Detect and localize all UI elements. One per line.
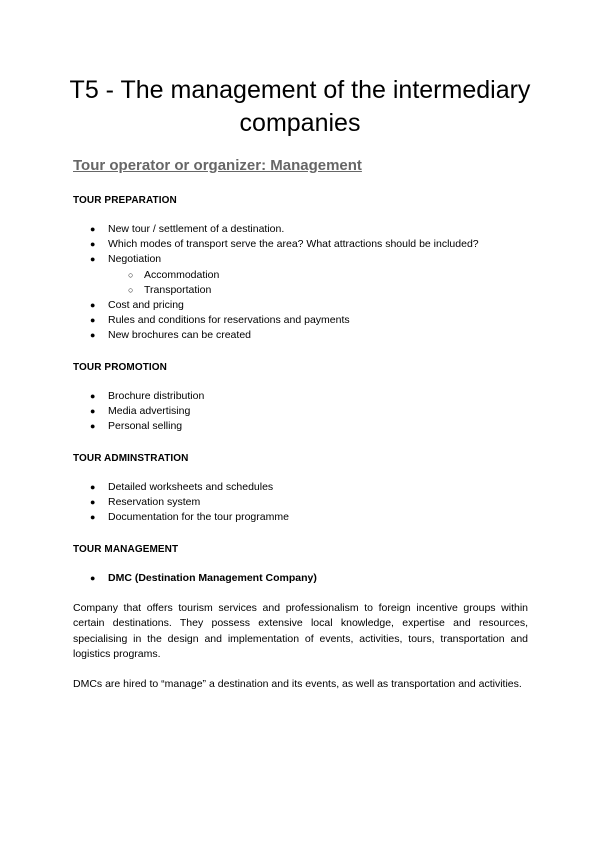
bullet-icon: ●: [90, 315, 96, 326]
list-item: ● Detailed worksheets and schedules: [73, 480, 533, 495]
bullet-icon: ●: [90, 239, 96, 250]
bullet-icon: ●: [90, 330, 96, 341]
list-sub-item: ○ Transportation: [73, 283, 533, 298]
bullet-icon: ●: [90, 421, 96, 432]
list-tour-management: [73, 571, 533, 586]
list-item: ● Cost and pricing: [73, 298, 533, 313]
list-item: ● Brochure distribution: [73, 389, 533, 404]
bullet-icon: ●: [90, 406, 96, 417]
heading-tour-management: TOUR MANAGEMENT: [73, 544, 179, 555]
list-item: ● Media advertising: [73, 404, 533, 419]
list-tour-administration: [73, 480, 533, 526]
list-item: ● Negotiation: [73, 252, 533, 267]
paragraph-dmc-description: Company that offers tourism services and professionalism to foreign incentive groups within certain destinations. They possess extensive local knowledge, expertise and resources, specialising in the design and implementation of events, activities, tours, transportation and logistics programs.: [73, 602, 528, 660]
list-item: ● New tour / settlement of a destination.: [73, 222, 533, 237]
heading-tour-preparation: TOUR PREPARATION: [73, 195, 177, 206]
list-sub-item: ○ Accommodation: [73, 268, 533, 283]
bullet-icon: ●: [90, 512, 96, 523]
paragraph-dmc-hired: DMCs are hired to “manage” a destination and its events, as well as transportation and activities.: [73, 678, 522, 690]
list-tour-preparation: [73, 222, 533, 344]
bullet-icon: ●: [90, 254, 96, 265]
bullet-icon: ●: [90, 391, 96, 401]
hollow-bullet-icon: ○: [128, 284, 134, 295]
page-title: T5 - The management of the intermediary companies: [69, 76, 531, 137]
bullet-icon: ●: [90, 300, 96, 311]
list-item: ● New brochures can be created: [73, 328, 533, 343]
heading-tour-promotion: TOUR PROMOTION: [73, 362, 167, 373]
section-subtitle: Tour operator or organizer: Management: [73, 157, 362, 174]
bullet-icon: ●: [90, 224, 96, 234]
list-item: ● Rules and conditions for reservations and payments: [73, 313, 533, 328]
bullet-icon: ●: [90, 573, 96, 583]
heading-tour-administration: TOUR ADMINSTRATION: [73, 453, 189, 464]
list-item: ● Reservation system: [73, 495, 533, 510]
list-item: ● DMC (Destination Management Company): [73, 571, 533, 586]
list-tour-promotion: [73, 389, 533, 435]
bullet-icon: ●: [90, 497, 96, 508]
list-item: ● Which modes of transport serve the area? What attractions should be included?: [73, 237, 533, 252]
list-item: ● Documentation for the tour programme: [73, 510, 533, 525]
list-item: ● Personal selling: [73, 419, 533, 434]
bullet-icon: ●: [90, 482, 96, 492]
hollow-bullet-icon: ○: [128, 269, 134, 280]
